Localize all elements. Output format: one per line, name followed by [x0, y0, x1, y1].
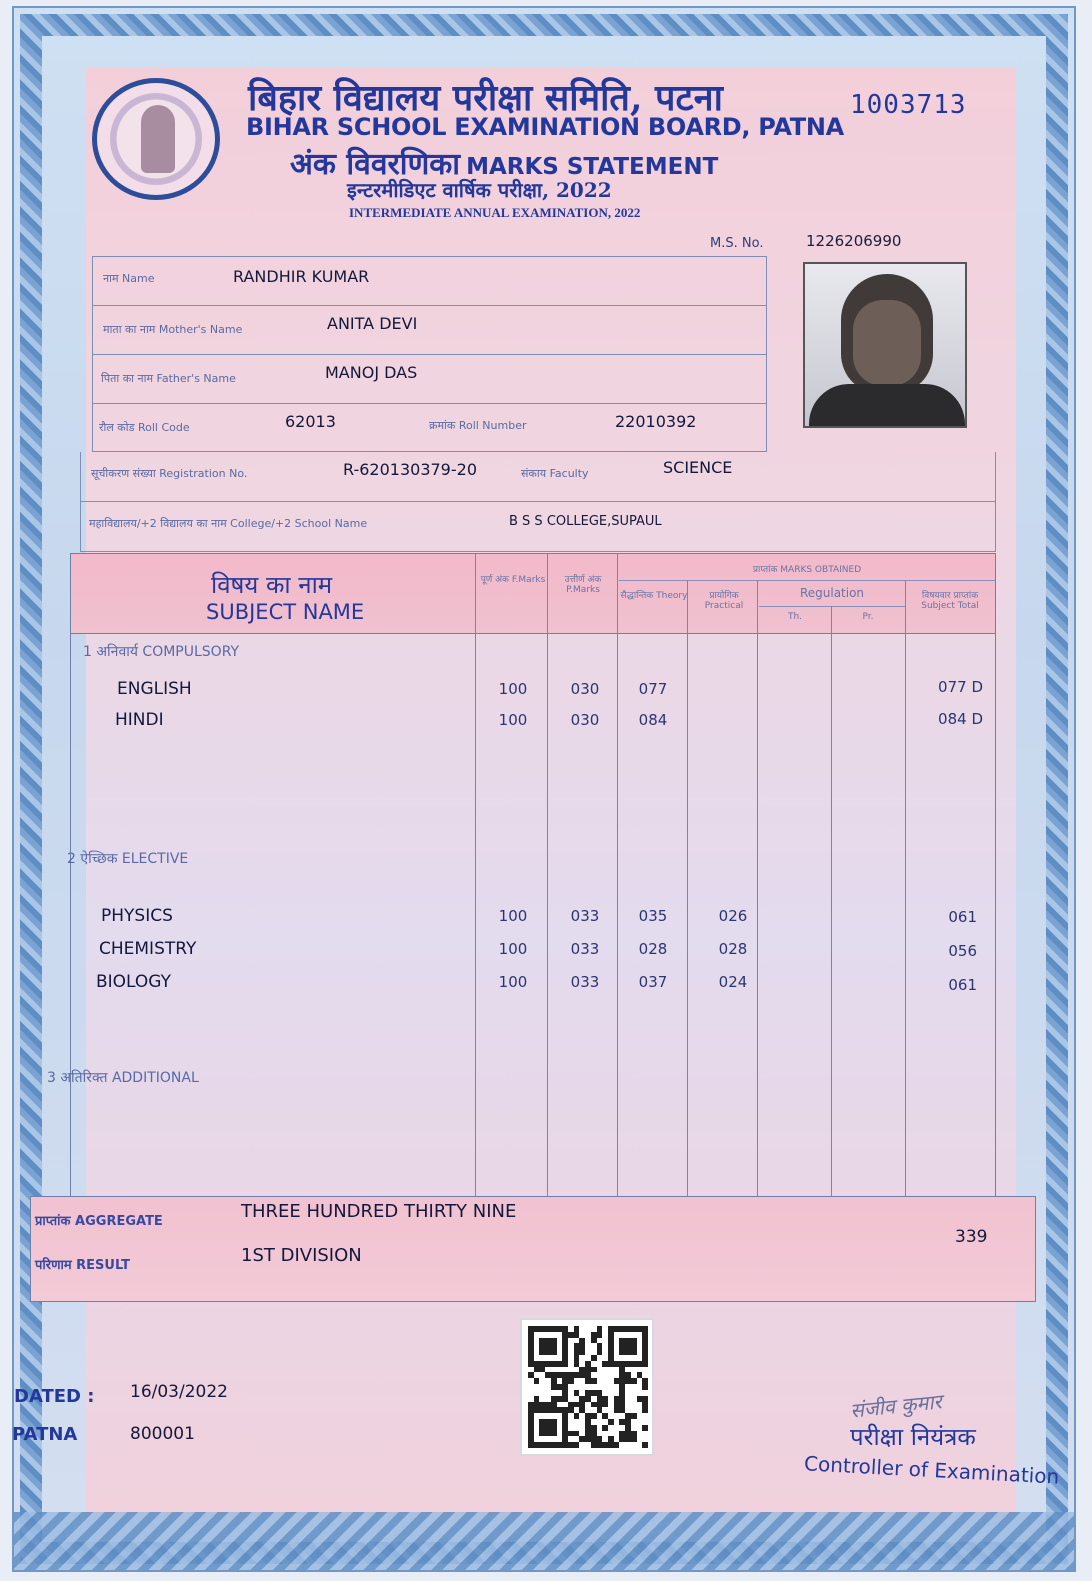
- marks-table: [47, 553, 996, 1208]
- theory-marks: 077: [638, 680, 668, 698]
- practical-header: प्रायोगिक Practical: [704, 591, 744, 611]
- seal-figure-icon: [141, 105, 175, 173]
- exam-name-hindi: इन्टरमीडिएट वार्षिक परीक्षा, 2022: [347, 178, 612, 202]
- faculty: SCIENCE: [663, 458, 733, 477]
- practical-marks: 026: [718, 907, 748, 925]
- serial-number: 1003713: [850, 90, 967, 120]
- roll-number: 22010392: [615, 412, 697, 431]
- pass-marks: 033: [570, 940, 600, 958]
- pass-marks: 033: [570, 907, 600, 925]
- full-marks: 100: [498, 940, 528, 958]
- controller-title-english: Controller of Examination: [803, 1451, 1060, 1489]
- name-label: नाम Name: [103, 272, 155, 285]
- pass-marks: 033: [570, 973, 600, 991]
- theory-header: सैद्धान्तिक Theory: [620, 591, 688, 601]
- dated-label: DATED :: [14, 1386, 95, 1407]
- college-row: [80, 502, 996, 552]
- subject-name: CHEMISTRY: [99, 939, 197, 959]
- pass-marks: 030: [570, 680, 600, 698]
- subject-name: ENGLISH: [117, 679, 192, 699]
- elective-section-label: 2 ऐच्छिक ELECTIVE: [67, 851, 189, 867]
- father-label: पिता का नाम Father's Name: [101, 372, 236, 385]
- full-marks-header: पूर्ण अंक F.Marks: [480, 575, 546, 585]
- additional-section-label: 3 अतिरिक्त ADDITIONAL: [47, 1070, 199, 1086]
- controller-signature: संजीव कुमार: [849, 1389, 943, 1423]
- statement-title-english: MARKS STATEMENT: [466, 154, 719, 180]
- subject-total: 061: [948, 976, 977, 994]
- qr-code: [520, 1318, 654, 1456]
- subject-name: PHYSICS: [101, 906, 173, 926]
- board-name-hindi: बिहार विद्यालय परीक्षा समिति, पटना: [248, 77, 723, 119]
- registration-number: R-620130379-20: [343, 460, 477, 479]
- mother-row: [93, 306, 766, 355]
- name-row: [93, 257, 766, 306]
- subject-total: 061: [948, 908, 977, 926]
- aggregate-box: [30, 1196, 1036, 1302]
- result: 1ST DIVISION: [241, 1245, 362, 1266]
- roll-number-label: क्रमांक Roll Number: [429, 419, 527, 432]
- subject-total: 056: [948, 942, 977, 960]
- subject-header-hindi: विषय का नाम: [211, 571, 333, 599]
- practical-marks: 024: [718, 973, 748, 991]
- college-label: महाविद्यालय/+2 विद्यालय का नाम College/+2 School Name: [89, 517, 368, 530]
- pin-code: 800001: [130, 1424, 195, 1444]
- aggregate-words: THREE HUNDRED THIRTY NINE: [241, 1201, 517, 1222]
- theory-marks: 084: [638, 711, 668, 729]
- student-photo: [803, 262, 967, 428]
- controller-title-hindi: परीक्षा नियंत्रक: [850, 1423, 976, 1451]
- aggregate-label: प्राप्तांक AGGREGATE: [35, 1214, 163, 1229]
- compulsory-section-label: 1 अनिवार्य COMPULSORY: [83, 644, 240, 660]
- board-seal-icon: [92, 78, 220, 200]
- father-name: MANOJ DAS: [325, 363, 418, 382]
- issue-date: 16/03/2022: [130, 1382, 228, 1402]
- student-name: RANDHIR KUMAR: [233, 267, 370, 286]
- college-name: B S S COLLEGE,SUPAUL: [509, 514, 662, 529]
- student-info-box: [92, 256, 767, 452]
- regulation-practical-header: Pr.: [862, 612, 874, 622]
- subject-name: HINDI: [115, 710, 164, 730]
- statement-title-hindi: अंक विवरणिका: [290, 147, 461, 182]
- father-row: [93, 355, 766, 404]
- subject-name: BIOLOGY: [96, 972, 172, 992]
- result-label: परिणाम RESULT: [35, 1258, 130, 1273]
- regulation-theory-header: Th.: [787, 612, 803, 622]
- roll-code: 62013: [285, 412, 336, 431]
- pass-marks-header: उत्तीर्ण अंक P.Marks: [564, 575, 602, 595]
- ms-number-label: M.S. No.: [710, 236, 764, 251]
- roll-row: [93, 404, 766, 453]
- faculty-label: संकाय Faculty: [521, 467, 589, 480]
- registration-row: [80, 452, 996, 502]
- subject-header-english: SUBJECT NAME: [206, 600, 365, 624]
- registration-label: सूचीकरण संख्या Registration No.: [91, 467, 248, 480]
- ms-number: 1226206990: [806, 232, 902, 250]
- aggregate-value: 339: [955, 1227, 988, 1247]
- roll-code-label: रौल कोड Roll Code: [99, 421, 190, 434]
- theory-marks: 037: [638, 973, 668, 991]
- subject-total: 077 D: [938, 678, 983, 696]
- subject-total-header: विषयवार प्राप्तांक Subject Total: [921, 591, 979, 611]
- mother-name: ANITA DEVI: [327, 314, 418, 333]
- full-marks: 100: [498, 907, 528, 925]
- full-marks: 100: [498, 973, 528, 991]
- mother-label: माता का नाम Mother's Name: [103, 323, 243, 336]
- qr-code-pattern: [528, 1326, 648, 1448]
- regulation-header: Regulation: [799, 586, 865, 600]
- exam-name-english: INTERMEDIATE ANNUAL EXAMINATION, 2022: [349, 205, 641, 220]
- subject-total: 084 D: [938, 710, 983, 728]
- full-marks: 100: [498, 680, 528, 698]
- marks-table-header: [71, 554, 995, 634]
- theory-marks: 028: [638, 940, 668, 958]
- pass-marks: 030: [570, 711, 600, 729]
- full-marks: 100: [498, 711, 528, 729]
- decorative-bottom-band: [14, 1512, 1074, 1570]
- marks-obtained-header: प्राप्तांक MARKS OBTAINED: [752, 565, 862, 575]
- theory-marks: 035: [638, 907, 668, 925]
- place: PATNA: [12, 1424, 78, 1445]
- practical-marks: 028: [718, 940, 748, 958]
- board-name-english: BIHAR SCHOOL EXAMINATION BOARD, PATNA: [246, 113, 844, 141]
